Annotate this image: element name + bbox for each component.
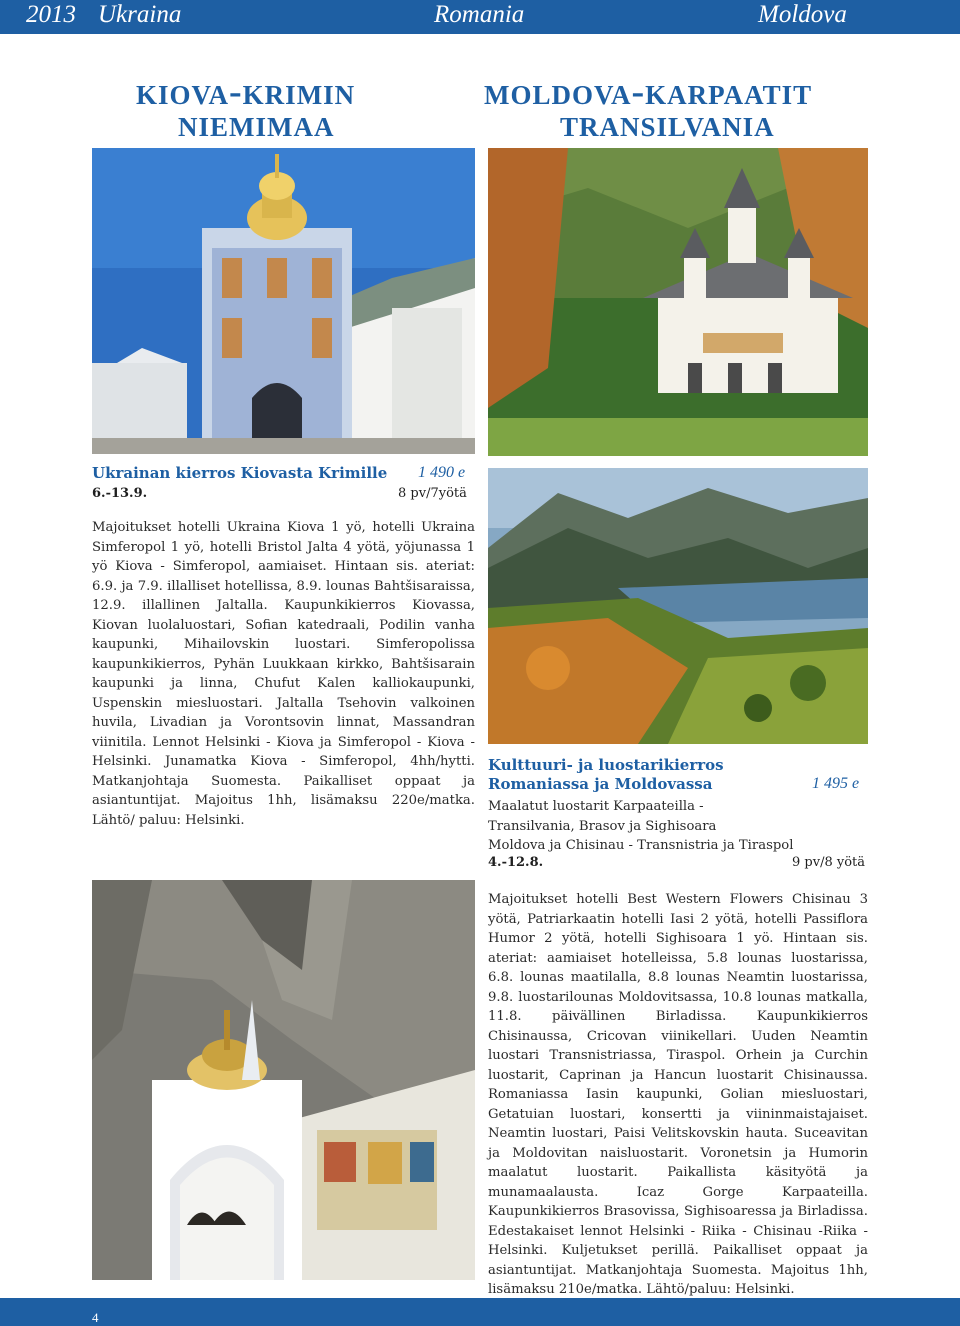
tour2-subtitle-line2: Transilvania, Brasov ja Sighisoara: [488, 818, 717, 834]
header-country-romania: Romania: [434, 1, 525, 28]
footer-bar: [0, 1298, 960, 1326]
tour1-description: Majoitukset hotelli Ukraina Kiova 1 yö, hotelli Ukraina Simferopol 1 yö, hotelli Bristol Jalta 4 yötä, yöjunassa 1 yö Kiova - Simferopol, aamiaiset. Hintaan sis. ateriat: 6.9. ja 7.9. illalliset hotellissa, 8.9. lounas Bahtšisaraissa, 12.9. illallinen Jaltalla. Kaupunkikierros Kiovassa, Kiovan luolaluostari, Sofian katedraali, Podilin vanha kaupunki, Mihailovskin luostari. Simferopolissa kaupunkikierros, Pyhän Luukkaan kirkko, Bahtšisarain kaupunki ja linna, Chufut Kalen kalliokaupunki, Uspenskin miesluostari. Jaltalla Tsehovin valkoinen huvila, Livadian ja Vorontsovin linnat, Massandran viinitila. Lennot Helsinki - Kiova ja Simferopol - Kiova - Helsinki. Junamatka Kiova - Simferopol, 4hh/hytti. Matkanjohtaja Suomesta. Paikalliset oppaat ja asiantuntijat. Majoitus 1hh, lisämaksu 220e/matka. Lähtö/ paluu: Helsinki.: [92, 520, 475, 828]
tour2-subtitle-line1: Maalatut luostarit Karpaateilla -: [488, 799, 704, 814]
tour2-price: 1 495 e: [812, 775, 860, 792]
tour1-heading: Ukrainan kierros Kiovasta Krimille: [92, 464, 388, 482]
tour1-dates: 6.-13.9.: [92, 486, 148, 501]
tour2-heading-line1: Kulttuuri- ja luostarikierros: [488, 756, 724, 774]
left-title-line1: kiova-krimin: [136, 71, 356, 113]
tour2-dates: 4.-12.8.: [488, 855, 544, 870]
tour1-nights: 8 pv/7yötä: [398, 486, 467, 501]
tour2-subtitle: [488, 797, 868, 856]
header-country-moldova: Moldova: [758, 1, 847, 28]
tour2-description: Majoitukset hotelli Best Western Flowers Chisinau 3 yötä, Patriarkaatin hotelli Iasi 2 yötä, hotelli Passiflora Humor 2 yötä, hotelli Sighisoara 1 yö. Hintaan sis. ateriat: aamiaiset hotelleissa, 5.8 lounas luostarissa, 6.8. lounas maatilalla, 8.8 lounas Neamtin luostarissa, 9.8. luostarilounas Moldovitsassa, 10.8 lounas matkalla, 11.8. päivällinen Birladissa. Kaupunkikierros Chisinaussa, Cricovan viinikellari. Uuden Neamtin luostari Transnistriassa, Tiraspol. Orhein ja Curchin luostarit, Caprinan ja Hancun luostarit Chisinaussa. Romaniassa Iasin kaupunki, Golian miesluostari, Getatuian luostari, konsertti ja viininmaistajaiset. Neamtin luostari, Paisi Velitskovskin hauta. Suceavitan ja Moldovitan naisluostarit. Voronetsin ja Humorin maalatut luostarit. Paikallista käsityötä ja munamaalausta. Icaz Gorge Karpaateilla. Kaupunkikierros Brasovissa, Sighisoaressa ja Birladissa. Edestakaiset lennot Helsinki - Riika - Chisinau -Riika - Helsinki. Kuljetukset perillä. Paikalliset oppaat ja asiantuntijat. Matkanjohtaja Suomesta. Majoitus 1hh, lisämaksu 210e/matka. Lähtö/paluu: Helsinki.: [488, 892, 868, 1297]
tour1-price: 1 490 e: [418, 464, 466, 481]
left-title: [136, 71, 356, 145]
page-number: 4: [92, 1310, 99, 1325]
header-country-ukraina: Ukraina: [98, 1, 182, 28]
tour2-nights: 9 pv/8 yötä: [792, 855, 865, 870]
tour2-subtitle-line3: Moldova ja Chisinau - Transnistria ja Tiraspol: [488, 838, 794, 853]
photo-kiev-lavra-church: [92, 148, 475, 454]
photo-romanian-monastery: [488, 148, 868, 456]
right-title: [484, 71, 813, 145]
right-title-line1: moldova-karpaatit: [484, 71, 813, 113]
header-bar: [0, 0, 960, 34]
right-title-line2: transilvania: [560, 103, 775, 145]
photo-cave-monastery-bells: [92, 880, 475, 1280]
photo-carpathian-lake: [488, 468, 868, 744]
header-year: 2013: [26, 1, 76, 28]
tour2-heading-line2: Romaniassa ja Moldovassa: [488, 775, 713, 793]
left-title-line2: niemimaa: [178, 103, 335, 145]
